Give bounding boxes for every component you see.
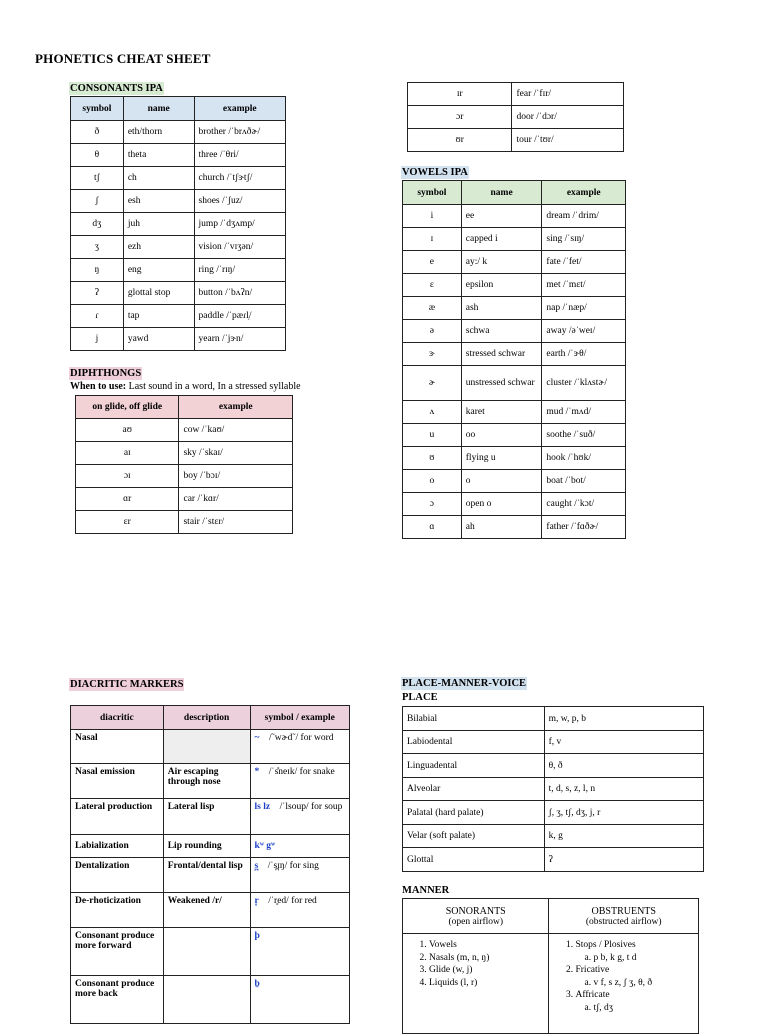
diphthongs-heading: DIPHTHONGS — [70, 368, 142, 379]
col-header: name — [461, 181, 542, 205]
ipa-example: door /ˈdɔr/ — [512, 106, 624, 129]
ipa-example: mud /ˈmʌd/ — [542, 401, 626, 424]
sonorants-list — [407, 939, 544, 989]
manner-table — [402, 898, 699, 1034]
ipa-symbol: ʊ — [403, 447, 462, 470]
ipa-symbol: ɔ — [403, 493, 462, 516]
list-item: 2. Nasals (m, n, ŋ) — [429, 952, 544, 965]
sonorants-title: SONORANTS — [445, 905, 506, 917]
table-row — [403, 778, 704, 801]
ipa-example: dream /ˈdrim/ — [542, 205, 626, 228]
ipa-symbol: tʃ — [71, 167, 124, 190]
table-row — [71, 835, 350, 858]
table-row — [71, 858, 350, 893]
col-header: example — [179, 396, 293, 419]
diacritic-name: Labialization — [71, 835, 164, 858]
diacritic-symbol: þ — [254, 931, 260, 941]
ipa-name: schwa — [461, 320, 542, 343]
ipa-example: soothe /ˈsuð/ — [542, 424, 626, 447]
ipa-symbol: ɪ — [403, 228, 462, 251]
table-row — [76, 419, 293, 442]
ipa-name: ch — [123, 167, 194, 190]
diphthongs-table — [75, 395, 293, 534]
table-row — [403, 274, 626, 297]
ipa-symbol: ɾ — [71, 305, 124, 328]
col-header: symbol — [403, 181, 462, 205]
ipa-symbol: ə — [403, 320, 462, 343]
ipa-name: epsilon — [461, 274, 542, 297]
ipa-example: vision /ˈvɪʒən/ — [194, 236, 285, 259]
list-item: 3. Glide (w, j) — [429, 964, 544, 977]
ipa-symbol: ɛ — [403, 274, 462, 297]
ipa-example: paddle /ˈpæɾl̩/ — [194, 305, 285, 328]
ipa-symbol: ɝ — [403, 343, 462, 366]
obstruents-title: OBSTRUENTS — [591, 905, 656, 917]
ipa-name: stressed schwar — [461, 343, 542, 366]
col-header: symbol — [71, 97, 124, 121]
table-row — [403, 825, 704, 848]
ipa-name: ezh — [123, 236, 194, 259]
diacritic-symbol-example — [250, 764, 349, 799]
diacritic-example: /˜wɚd˜/ for word — [268, 733, 334, 743]
ipa-symbol: æ — [403, 297, 462, 320]
place-name: Labiodental — [403, 731, 545, 754]
ipa-symbol: θ — [71, 144, 124, 167]
diacritic-example: /ˈs̪ɪŋ/ for sing — [267, 861, 319, 871]
place-name: Velar (soft palate) — [403, 825, 545, 848]
diacritic-symbol: kʷ gʷ — [254, 841, 276, 851]
diacritics-heading: DIACRITIC MARKERS — [70, 679, 184, 690]
ipa-symbol: ʊr — [408, 129, 512, 152]
ipa-symbol: ɚ — [403, 366, 462, 401]
manner-heading: MANNER — [402, 885, 450, 896]
diacritic-description: Lip rounding — [163, 835, 250, 858]
ipa-name: o — [461, 470, 542, 493]
place-sounds: k, g — [544, 825, 703, 848]
diacritic-description — [163, 730, 250, 764]
place-name: Glottal — [403, 848, 545, 872]
pmv-heading: PLACE-MANNER-VOICE — [402, 678, 527, 689]
place-sounds: m, w, p, b — [544, 707, 703, 731]
diacritic-description: Air escaping through nose — [163, 764, 250, 799]
ipa-name: theta — [123, 144, 194, 167]
table-row — [403, 447, 626, 470]
ipa-symbol: o — [403, 470, 462, 493]
consonants-heading: CONSONANTS IPA — [70, 83, 163, 94]
ipa-name: glottal stop — [123, 282, 194, 305]
place-name: Linguadental — [403, 754, 545, 778]
sonorants-list-cell — [403, 934, 549, 1034]
diacritic-name: Consonant produce more back — [71, 976, 164, 1024]
list-item — [575, 939, 694, 964]
place-table — [402, 706, 704, 872]
table-row — [403, 707, 704, 731]
ipa-example: father /ˈfɑðɚ/ — [542, 516, 626, 539]
table-row — [76, 465, 293, 488]
ipa-name: eth/thorn — [123, 121, 194, 144]
ipa-symbol: u — [403, 424, 462, 447]
diacritic-description: Frontal/dental lisp — [163, 858, 250, 893]
table-row — [408, 129, 624, 152]
diacritic-name: Dentalization — [71, 858, 164, 893]
ipa-example: hook /ˈhʊk/ — [542, 447, 626, 470]
table-row — [71, 259, 286, 282]
consonants-table — [70, 96, 286, 351]
ipa-symbol: dʒ — [71, 213, 124, 236]
ipa-example: shoes /ˈʃuz/ — [194, 190, 285, 213]
ipa-example: met /ˈmɛt/ — [542, 274, 626, 297]
place-name: Bilabial — [403, 707, 545, 731]
list-item — [575, 989, 694, 1014]
sonorants-header — [403, 899, 549, 934]
diacritic-symbol: s̪ — [254, 861, 259, 871]
table-row — [71, 976, 350, 1024]
ipa-example: three /ˈθri/ — [194, 144, 285, 167]
diacritic-description — [163, 928, 250, 976]
table-row — [71, 305, 286, 328]
list-item — [575, 964, 694, 989]
ipa-example: boy /ˈbɔɪ/ — [179, 465, 293, 488]
ipa-example: fate /ˈfet/ — [542, 251, 626, 274]
table-row — [71, 213, 286, 236]
ipa-symbol: i — [403, 205, 462, 228]
ipa-symbol: j — [71, 328, 124, 351]
col-header: on glide, off glide — [76, 396, 179, 419]
ipa-example: tour /ˈtʊr/ — [512, 129, 624, 152]
table-row — [403, 297, 626, 320]
diacritic-symbol-example — [250, 835, 349, 858]
ipa-name: esh — [123, 190, 194, 213]
ipa-symbol: ʌ — [403, 401, 462, 424]
col-header: description — [163, 706, 250, 730]
diacritic-description — [163, 976, 250, 1024]
table-row — [71, 893, 350, 928]
sub-list-item: a. p b, k g, t d — [593, 952, 694, 965]
usage-label: When to use: — [70, 381, 127, 392]
diacritic-name: Lateral production — [71, 799, 164, 835]
col-header: name — [123, 97, 194, 121]
diacritic-symbol: ls lz — [254, 802, 271, 812]
table-row — [71, 121, 286, 144]
col-header: example — [542, 181, 626, 205]
table-row — [403, 401, 626, 424]
diacritic-name: Nasal emission — [71, 764, 164, 799]
diacritic-example: /ˈr̥ed/ for red — [268, 896, 317, 906]
ipa-example: church /ˈtʃɝtʃ/ — [194, 167, 285, 190]
obstruent-type: Affricate — [575, 990, 610, 1000]
col-header: symbol / example — [250, 706, 349, 730]
place-sounds: f, v — [544, 731, 703, 754]
obstruents-list — [553, 939, 694, 1014]
ipa-symbol: ɔɪ — [76, 465, 179, 488]
table-row — [403, 493, 626, 516]
ipa-name: juh — [123, 213, 194, 236]
table-row — [71, 190, 286, 213]
diacritic-description: Weakened /r/ — [163, 893, 250, 928]
table-row — [71, 799, 350, 835]
ipa-symbol: ð — [71, 121, 124, 144]
place-sounds: θ, ð — [544, 754, 703, 778]
ipa-example: button /ˈbʌʔn/ — [194, 282, 285, 305]
ipa-name: yawd — [123, 328, 194, 351]
table-row — [403, 848, 704, 872]
place-name: Alveolar — [403, 778, 545, 801]
table-row — [71, 328, 286, 351]
ipa-example: car /ˈkɑr/ — [179, 488, 293, 511]
diacritic-symbol-example — [250, 858, 349, 893]
table-row — [71, 730, 350, 764]
table-row — [403, 801, 704, 825]
ipa-symbol: aʊ — [76, 419, 179, 442]
ipa-example: stair /ˈstɛr/ — [179, 511, 293, 534]
ipa-symbol: ʒ — [71, 236, 124, 259]
table-header-row — [71, 97, 286, 121]
diacritic-symbol-example — [250, 893, 349, 928]
ipa-name: karet — [461, 401, 542, 424]
table-header-row — [76, 396, 293, 419]
ipa-example: away /əˈweɪ/ — [542, 320, 626, 343]
table-row — [403, 424, 626, 447]
ipa-name: unstressed schwar — [461, 366, 542, 401]
diacritics-table — [70, 705, 350, 1024]
ipa-name: ay:/ k — [461, 251, 542, 274]
table-row — [76, 442, 293, 465]
ipa-name: oo — [461, 424, 542, 447]
ipa-name: ah — [461, 516, 542, 539]
diacritic-example: /ˈs̊neɪk/ for snake — [268, 767, 335, 777]
manner-body-row — [403, 934, 699, 1034]
ipa-symbol: ʃ — [71, 190, 124, 213]
ipa-example: fear /ˈfɪr/ — [512, 83, 624, 106]
diacritic-symbol-example — [250, 976, 349, 1024]
ipa-symbol: ŋ — [71, 259, 124, 282]
table-header-row — [403, 181, 626, 205]
diacritic-description: Lateral lisp — [163, 799, 250, 835]
ipa-example: sky /ˈskaɪ/ — [179, 442, 293, 465]
ipa-example: cluster /ˈklʌstɚ/ — [542, 366, 626, 401]
table-row — [71, 167, 286, 190]
diacritic-symbol: ~ — [254, 733, 260, 743]
diacritic-name: Nasal — [71, 730, 164, 764]
diacritic-symbol: r̥ — [254, 896, 259, 906]
sub-list-item: a. tʃ, dʒ — [593, 1002, 694, 1015]
table-row — [403, 343, 626, 366]
sub-list-item: a. v f, s z, ʃ ʒ, θ, ð — [593, 977, 694, 990]
vowels-heading: VOWELS IPA — [402, 167, 468, 178]
vowels-table — [402, 180, 626, 539]
ipa-name: open o — [461, 493, 542, 516]
ipa-name: eng — [123, 259, 194, 282]
ipa-symbol: ɑr — [76, 488, 179, 511]
table-row — [403, 754, 704, 778]
ipa-name: ee — [461, 205, 542, 228]
ipa-name: tap — [123, 305, 194, 328]
place-sounds: t, d, s, z, l, n — [544, 778, 703, 801]
table-row — [71, 928, 350, 976]
diacritic-name: Consonant produce more forward — [71, 928, 164, 976]
ipa-symbol: ɑ — [403, 516, 462, 539]
table-row — [403, 320, 626, 343]
ipa-name: ash — [461, 297, 542, 320]
ipa-name: flying u — [461, 447, 542, 470]
obstruents-subtitle: (obstructed airflow) — [585, 916, 662, 927]
table-row — [71, 144, 286, 167]
usage-text: Last sound in a word, In a stressed syllable — [126, 381, 301, 392]
diacritic-symbol-example — [250, 799, 349, 835]
ipa-example: caught /ˈkɔt/ — [542, 493, 626, 516]
table-header-row — [71, 706, 350, 730]
list-item: 4. Liquids (l, r) — [429, 977, 544, 990]
ipa-symbol: ɛr — [76, 511, 179, 534]
ipa-example: boat /ˈbot/ — [542, 470, 626, 493]
table-row — [403, 228, 626, 251]
obstruents-header — [549, 899, 699, 934]
place-heading: PLACE — [402, 692, 438, 703]
table-row — [403, 516, 626, 539]
diacritic-symbol: * — [254, 767, 260, 777]
diacritic-symbol-example — [250, 730, 349, 764]
obstruent-type: Stops / Plosives — [575, 940, 636, 950]
ipa-example: yearn /ˈjɝn/ — [194, 328, 285, 351]
place-sounds: ʃ, ʒ, tʃ, dʒ, j, r — [544, 801, 703, 825]
diphthongs-usage-note — [70, 381, 301, 392]
table-row — [408, 83, 624, 106]
ipa-name: capped i — [461, 228, 542, 251]
ipa-symbol: ʔ — [71, 282, 124, 305]
place-name: Palatal (hard palate) — [403, 801, 545, 825]
ipa-symbol: aɪ — [76, 442, 179, 465]
col-header: diacritic — [71, 706, 164, 730]
diacritic-name: De-rhoticization — [71, 893, 164, 928]
table-row — [403, 470, 626, 493]
table-row — [403, 366, 626, 401]
diacritic-symbol: b̠ — [254, 979, 260, 989]
ipa-example: brother /ˈbrʌðɚ/ — [194, 121, 285, 144]
table-row — [71, 764, 350, 799]
diacritic-symbol-example — [250, 928, 349, 976]
table-row — [403, 251, 626, 274]
page-title: PHONETICS CHEAT SHEET — [35, 51, 211, 66]
ipa-example: sing /ˈsɪŋ/ — [542, 228, 626, 251]
ipa-symbol: ɔr — [408, 106, 512, 129]
diacritic-example: /ˈlsoup/ for soup — [279, 802, 343, 812]
ipa-symbol: e — [403, 251, 462, 274]
ipa-example: cow /ˈkaʊ/ — [179, 419, 293, 442]
table-row — [76, 511, 293, 534]
ipa-example: earth /ˈɝθ/ — [542, 343, 626, 366]
sonorants-subtitle: (open airflow) — [448, 916, 504, 927]
ipa-example: nap /ˈnæp/ — [542, 297, 626, 320]
table-row — [71, 282, 286, 305]
ipa-example: jump /ˈdʒʌmp/ — [194, 213, 285, 236]
col-header: example — [194, 97, 285, 121]
table-row — [403, 731, 704, 754]
table-row — [71, 236, 286, 259]
table-row — [403, 205, 626, 228]
table-row — [408, 106, 624, 129]
ipa-example: ring /ˈrɪŋ/ — [194, 259, 285, 282]
table-row — [76, 488, 293, 511]
obstruent-type: Fricative — [575, 965, 610, 975]
ipa-symbol: ɪr — [408, 83, 512, 106]
obstruents-list-cell — [549, 934, 699, 1034]
manner-header-row — [403, 899, 699, 934]
place-sounds: ʔ — [544, 848, 703, 872]
list-item: 1. Vowels — [429, 939, 544, 952]
r-colored-table — [407, 82, 624, 152]
